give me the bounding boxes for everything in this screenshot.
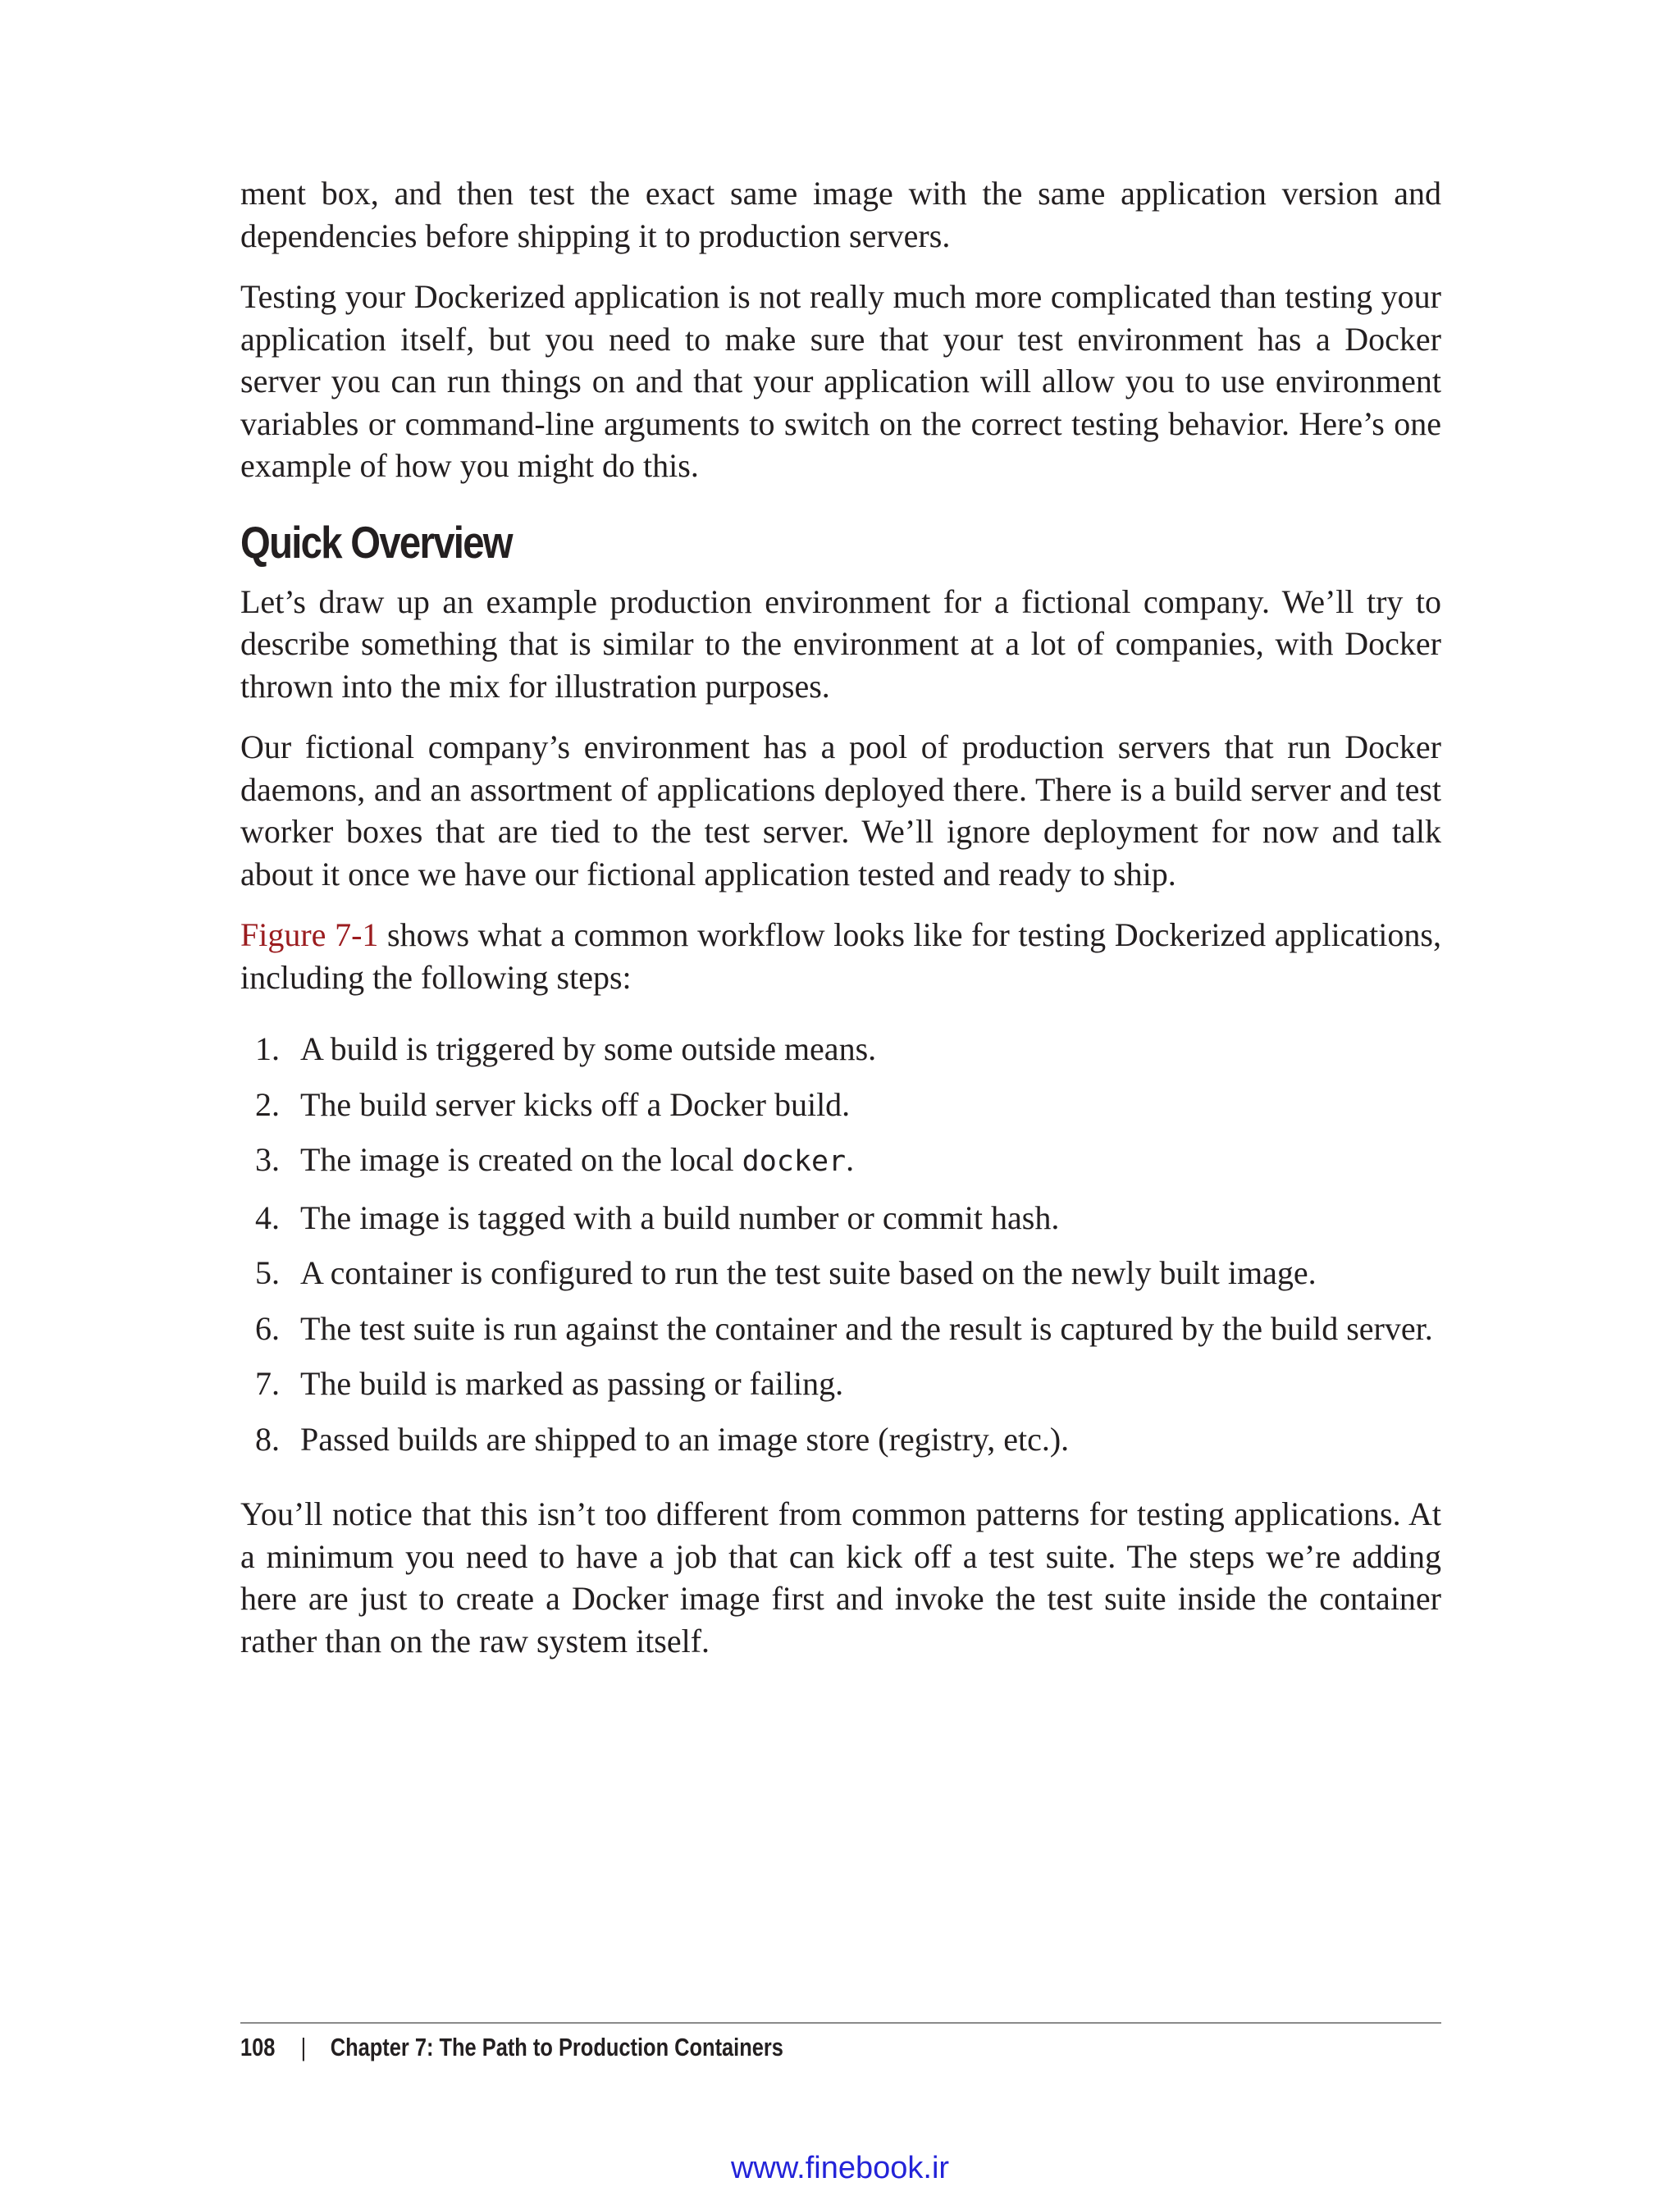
list-item-text: Passed builds are shipped to an image store (registry, etc.). bbox=[300, 1420, 1070, 1458]
paragraph: ment box, and then test the exact same image with the same application version and dependencies before shipping it to production servers. bbox=[240, 175, 1441, 254]
figure-reference-paragraph bbox=[240, 914, 1441, 998]
footer-rule bbox=[240, 2022, 1441, 2024]
list-item-number: 3. bbox=[255, 1141, 280, 1178]
list-item-text: The build server kicks off a Docker build. bbox=[300, 1085, 851, 1123]
steps-list bbox=[240, 1028, 1441, 1460]
list-item-text: A build is triggered by some outside means. bbox=[300, 1030, 877, 1067]
list-item-number: 1. bbox=[255, 1030, 280, 1067]
list-item-number: 7. bbox=[255, 1365, 280, 1402]
list-item bbox=[240, 1084, 1441, 1126]
list-item-number: 6. bbox=[255, 1309, 280, 1347]
paragraph: Let’s draw up an example production environment for a fictional company. We’ll try to describe something that is similar to the environment at a lot of companies, with Docker thrown into the mix for illustration purposes. bbox=[240, 582, 1441, 705]
list-item-text: The build is marked as passing or failing. bbox=[300, 1365, 844, 1402]
figure-reference-text: shows what a common workflow looks like for testing Dockerized applications, including the following steps: bbox=[240, 916, 1441, 996]
list-item bbox=[240, 1308, 1441, 1350]
list-item-number: 4. bbox=[255, 1198, 280, 1236]
page-footer bbox=[240, 2033, 1225, 2062]
paragraph: Testing your Dockerized application is not really much more complicated than testing your application itself, but you need to make sure that your test environment has a Docker server you can run things on and that your application will allow you to use environment variables or command-line arguments to switch on the correct testing behavior. Here’s one example of how you might do this. bbox=[240, 278, 1441, 484]
watermark-link[interactable]: www.finebook.ir bbox=[730, 2151, 950, 2185]
list-item bbox=[240, 1197, 1441, 1239]
page-number: 108 bbox=[240, 2033, 276, 2061]
figure-link[interactable]: Figure 7-1 bbox=[240, 916, 379, 953]
paragraph: You’ll notice that this isn’t too different from common patterns for testing applications. At a minimum you need to have a job that can kick off a test suite. The steps we’re adding here are just to create a Docker image first and invoke the test suite inside the container rather than on the raw system itself. bbox=[240, 1495, 1441, 1659]
list-item-number: 5. bbox=[255, 1254, 280, 1291]
list-item-text: A container is configured to run the test suite based on the newly built image. bbox=[300, 1254, 1317, 1291]
list-item-text: The image is tagged with a build number or commit hash. bbox=[300, 1198, 1060, 1236]
inline-code: docker bbox=[742, 1145, 847, 1178]
list-item-text: The test suite is run against the container and the result is captured by the build server. bbox=[300, 1309, 1433, 1347]
section-heading: Quick Overview bbox=[240, 516, 512, 568]
page-body bbox=[240, 172, 1441, 1681]
list-item-number: 2. bbox=[255, 1085, 280, 1123]
list-item-text-end: . bbox=[846, 1141, 855, 1178]
paragraph: Our fictional company’s environment has a pool of production servers that run Docker daemons, and an assortment of applications deployed there. There is a build server and test worker boxes that are tied to the test server. We’ll ignore deployment for now and talk about it once we have our fictional application tested and ready to ship. bbox=[240, 728, 1441, 892]
list-item bbox=[240, 1418, 1441, 1461]
list-item-text: The image is created on the local bbox=[300, 1141, 742, 1178]
list-item bbox=[240, 1363, 1441, 1405]
chapter-title: Chapter 7: The Path to Production Containers bbox=[330, 2033, 783, 2061]
list-item-number: 8. bbox=[255, 1420, 280, 1458]
list-item bbox=[240, 1139, 1441, 1184]
list-item bbox=[240, 1252, 1441, 1294]
footer-separator: | bbox=[300, 2033, 307, 2061]
list-item bbox=[240, 1028, 1441, 1071]
